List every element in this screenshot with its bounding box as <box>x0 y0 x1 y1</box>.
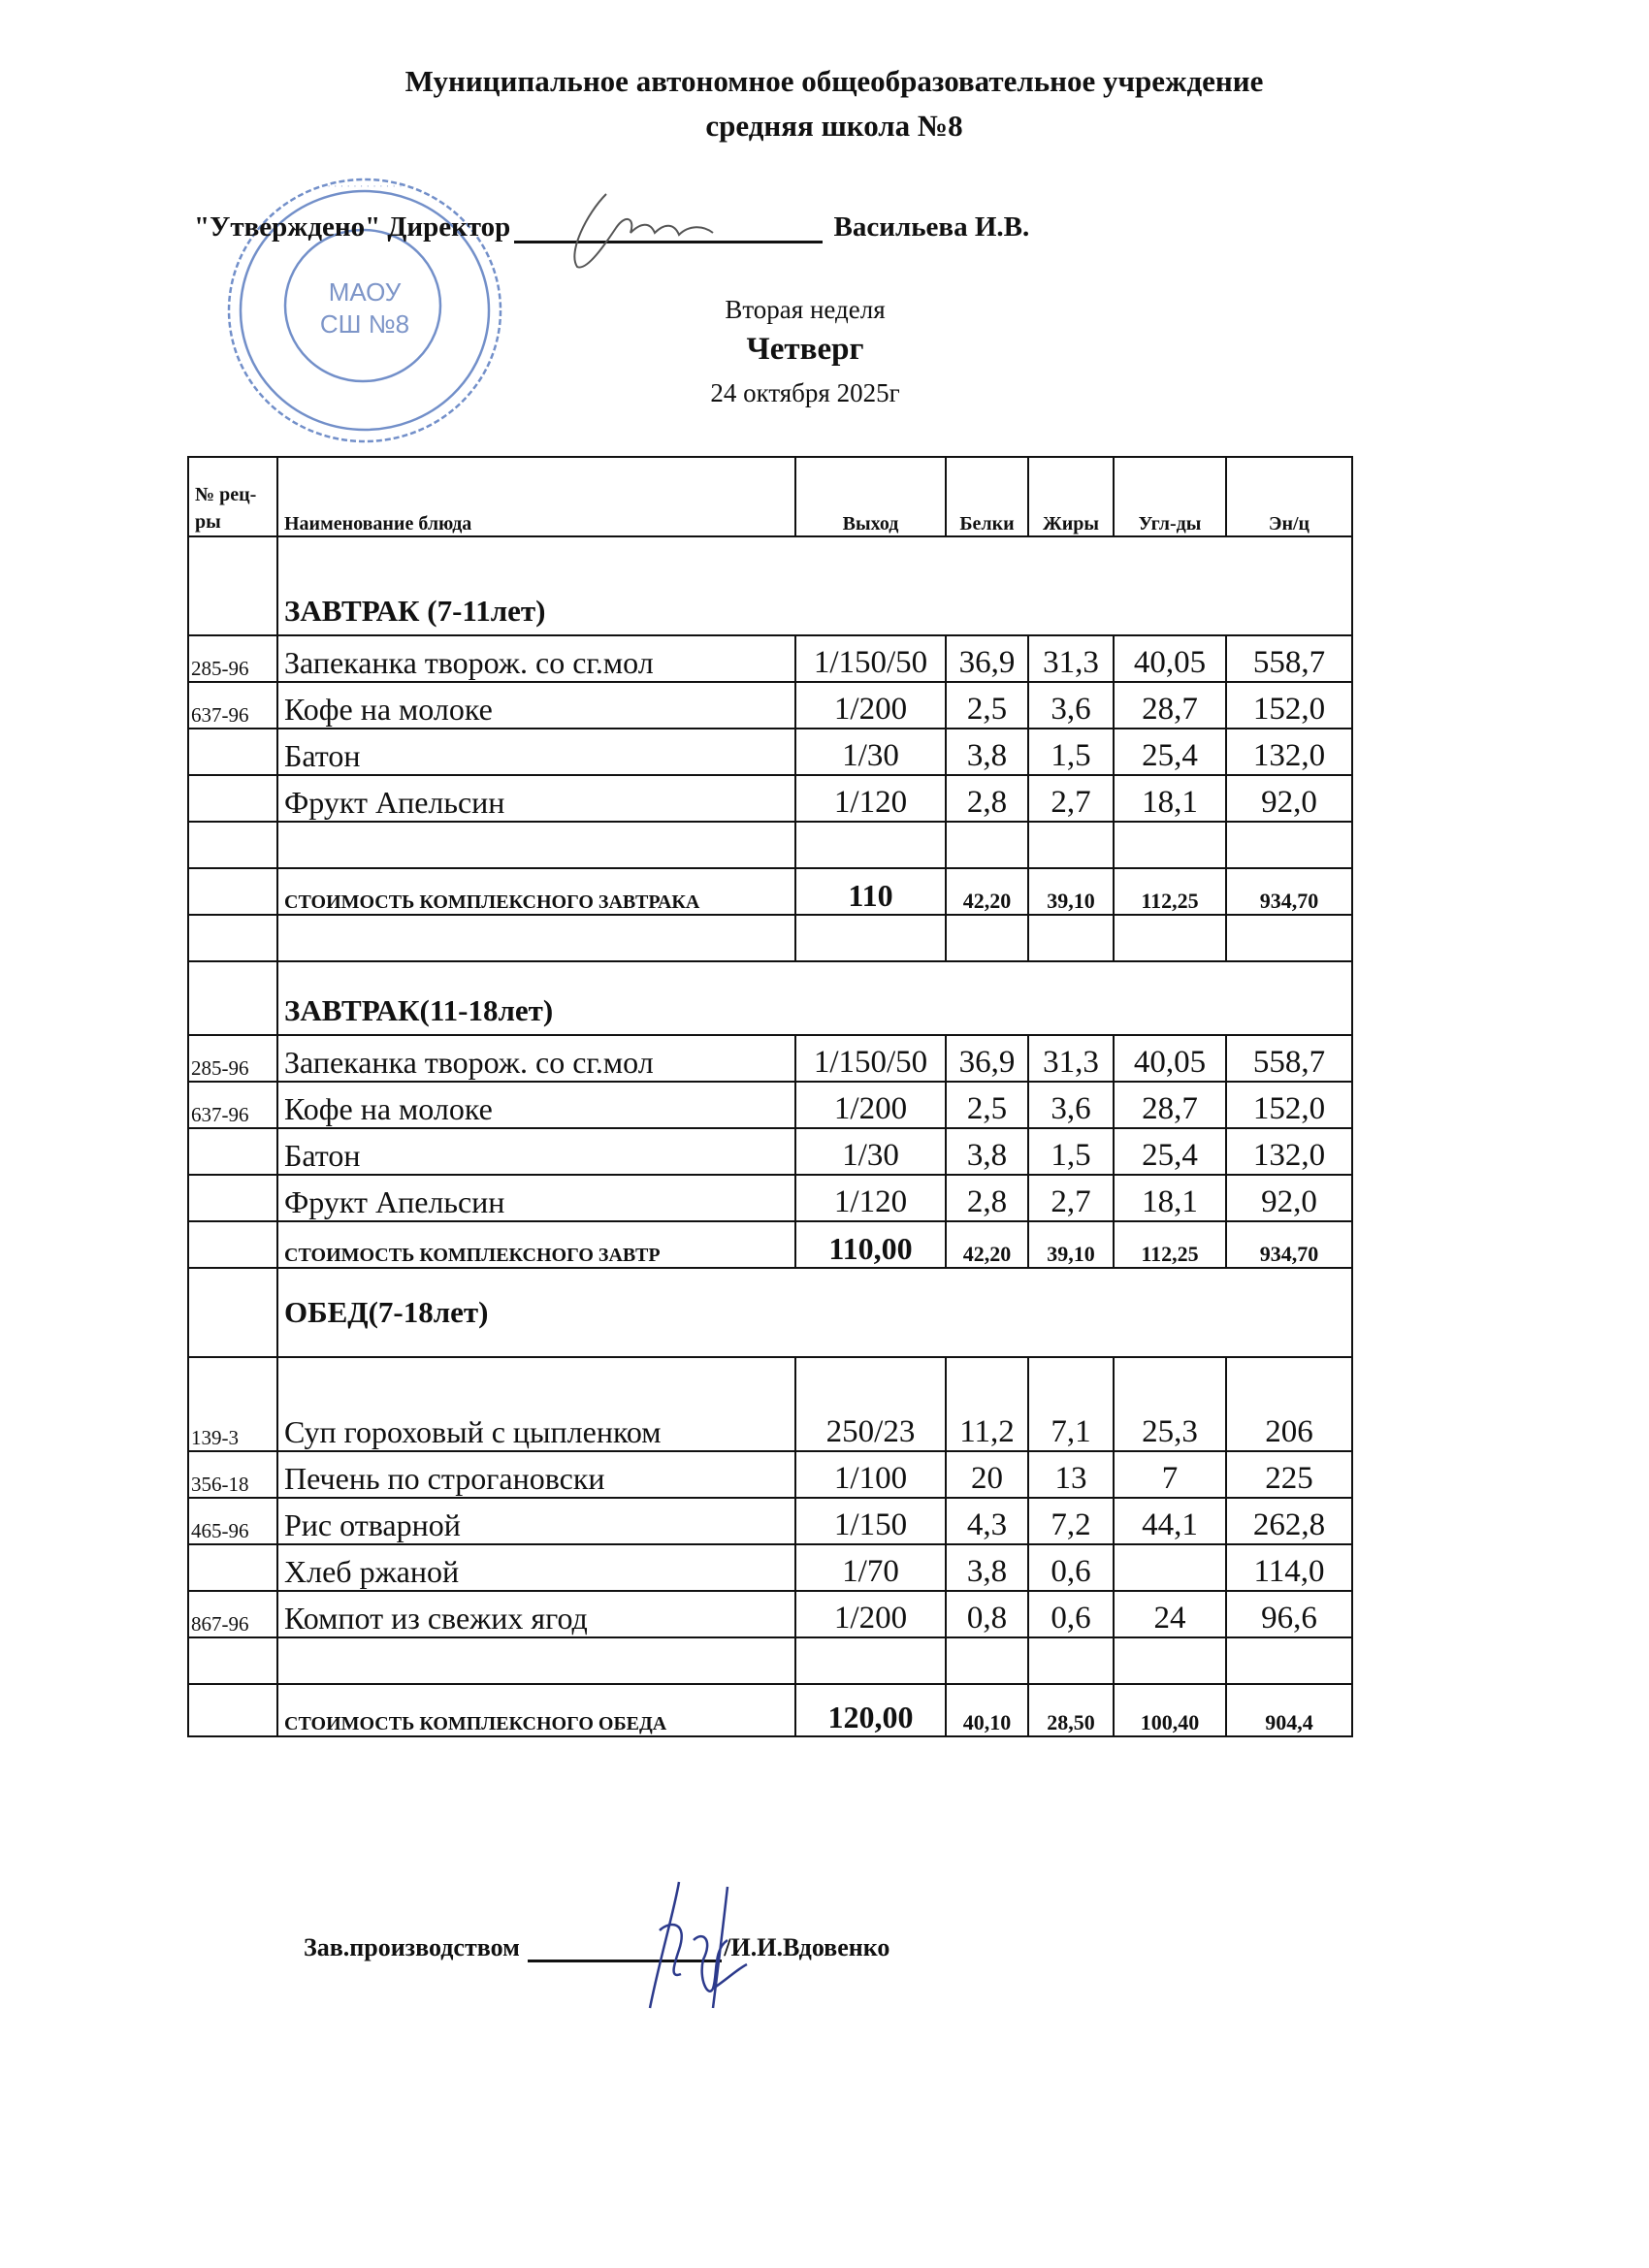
empty-row <box>188 822 1352 868</box>
dish-name: Суп гороховый с цыпленком <box>277 1357 795 1451</box>
fat: 7,2 <box>1028 1498 1114 1544</box>
carbs: 7 <box>1114 1451 1226 1498</box>
carbs: 25,4 <box>1114 729 1226 775</box>
yield: 250/23 <box>795 1357 946 1451</box>
recipe-code <box>188 1544 277 1591</box>
energy: 92,0 <box>1226 775 1352 822</box>
recipe-code: 867-96 <box>188 1591 277 1637</box>
carbs: 40,05 <box>1114 635 1226 682</box>
energy: 114,0 <box>1226 1544 1352 1591</box>
fat: 7,1 <box>1028 1357 1114 1451</box>
col-header-protein: Белки <box>946 457 1028 536</box>
total-price: 110,00 <box>795 1221 946 1268</box>
yield: 1/150 <box>795 1498 946 1544</box>
empty-row <box>188 915 1352 961</box>
protein: 3,8 <box>946 729 1028 775</box>
dish-name: Батон <box>277 1128 795 1175</box>
energy: 132,0 <box>1226 1128 1352 1175</box>
total-row <box>188 1221 1352 1268</box>
col-header-yield: Выход <box>795 457 946 536</box>
energy: 92,0 <box>1226 1175 1352 1221</box>
carbs: 28,7 <box>1114 1082 1226 1128</box>
total-fat: 39,10 <box>1028 1221 1114 1268</box>
table-row <box>188 1498 1352 1544</box>
fat: 31,3 <box>1028 1035 1114 1082</box>
director-name: Васильева И.В. <box>833 211 1030 243</box>
yield: 1/100 <box>795 1451 946 1498</box>
total-carbs: 112,25 <box>1114 1221 1226 1268</box>
dish-name: Фрукт Апельсин <box>277 1175 795 1221</box>
energy: 225 <box>1226 1451 1352 1498</box>
total-label: СТОИМОСТЬ КОМПЛЕКСНОГО ЗАВТРАКА <box>277 868 795 915</box>
fat: 31,3 <box>1028 635 1114 682</box>
fat: 1,5 <box>1028 1128 1114 1175</box>
yield: 1/120 <box>795 775 946 822</box>
carbs: 25,3 <box>1114 1357 1226 1451</box>
total-protein: 42,20 <box>946 868 1028 915</box>
fat: 0,6 <box>1028 1591 1114 1637</box>
col-header-code: № рец-ры <box>188 457 277 536</box>
total-protein: 42,20 <box>946 1221 1028 1268</box>
total-price: 110 <box>795 868 946 915</box>
yield: 1/30 <box>795 729 946 775</box>
footer-label: Зав.производством <box>304 1933 520 1961</box>
approved-label: "Утверждено" Директор <box>194 211 511 243</box>
table-row <box>188 1175 1352 1221</box>
energy: 262,8 <box>1226 1498 1352 1544</box>
recipe-code: 139-3 <box>188 1357 277 1451</box>
col-header-name: Наименование блюда <box>277 457 795 536</box>
energy: 152,0 <box>1226 682 1352 729</box>
protein: 2,5 <box>946 1082 1028 1128</box>
yield: 1/150/50 <box>795 635 946 682</box>
protein: 36,9 <box>946 1035 1028 1082</box>
carbs: 44,1 <box>1114 1498 1226 1544</box>
yield: 1/120 <box>795 1175 946 1221</box>
fat: 3,6 <box>1028 1082 1114 1128</box>
table-header <box>188 457 1352 536</box>
recipe-code <box>188 1175 277 1221</box>
org-title-line1: Муниципальное автономное общеобразовательное учреждение <box>404 64 1264 98</box>
carbs: 40,05 <box>1114 1035 1226 1082</box>
total-carbs: 100,40 <box>1114 1684 1226 1736</box>
table-row <box>188 635 1352 682</box>
dish-name: Кофе на молоке <box>277 1082 795 1128</box>
protein: 2,8 <box>946 1175 1028 1221</box>
fat: 2,7 <box>1028 1175 1114 1221</box>
dish-name: Компот из свежих ягод <box>277 1591 795 1637</box>
recipe-code: 465-96 <box>188 1498 277 1544</box>
carbs: 18,1 <box>1114 775 1226 822</box>
section-row <box>188 961 1352 1035</box>
dish-name: Фрукт Апельсин <box>277 775 795 822</box>
col-header-carbs: Угл-ды <box>1114 457 1226 536</box>
total-row <box>188 868 1352 915</box>
dish-name: Запеканка творож. со сг.мол <box>277 1035 795 1082</box>
total-protein: 40,10 <box>946 1684 1028 1736</box>
fat: 0,6 <box>1028 1544 1114 1591</box>
total-carbs: 112,25 <box>1114 868 1226 915</box>
fat: 2,7 <box>1028 775 1114 822</box>
yield: 1/150/50 <box>795 1035 946 1082</box>
table-row <box>188 775 1352 822</box>
yield: 1/200 <box>795 1082 946 1128</box>
fat: 3,6 <box>1028 682 1114 729</box>
recipe-code: 356-18 <box>188 1451 277 1498</box>
table-row <box>188 1357 1352 1451</box>
director-signature <box>548 184 742 272</box>
carbs: 28,7 <box>1114 682 1226 729</box>
energy: 96,6 <box>1226 1591 1352 1637</box>
total-energy: 934,70 <box>1226 868 1352 915</box>
empty-row <box>188 1637 1352 1684</box>
table-row <box>188 1082 1352 1128</box>
energy: 558,7 <box>1226 635 1352 682</box>
protein: 3,8 <box>946 1544 1028 1591</box>
table-row <box>188 1451 1352 1498</box>
section-title: ЗАВТРАК(11-18лет) <box>277 961 1352 1035</box>
dish-name: Хлеб ржаной <box>277 1544 795 1591</box>
menu-table <box>187 456 1353 1737</box>
week-label: Вторая неделя <box>725 295 886 324</box>
total-label: СТОИМОСТЬ КОМПЛЕКСНОГО ОБЕДА <box>277 1684 795 1736</box>
protein: 2,5 <box>946 682 1028 729</box>
fat: 13 <box>1028 1451 1114 1498</box>
dish-name: Запеканка творож. со сг.мол <box>277 635 795 682</box>
total-fat: 28,50 <box>1028 1684 1114 1736</box>
org-title-line2: средняя школа №8 <box>705 109 963 143</box>
table-row <box>188 729 1352 775</box>
carbs: 25,4 <box>1114 1128 1226 1175</box>
recipe-code <box>188 729 277 775</box>
production-head-signature <box>621 1872 766 2018</box>
recipe-code <box>188 1128 277 1175</box>
section-row <box>188 1268 1352 1357</box>
dish-name: Батон <box>277 729 795 775</box>
section-title: ЗАВТРАК (7-11лет) <box>277 536 1352 635</box>
col-header-fat: Жиры <box>1028 457 1114 536</box>
date-label: 24 октября 2025г <box>710 378 900 407</box>
dish-name: Рис отварной <box>277 1498 795 1544</box>
yield: 1/200 <box>795 1591 946 1637</box>
section-row <box>188 536 1352 635</box>
footer-name: /И.И.Вдовенко <box>724 1933 890 1961</box>
energy: 558,7 <box>1226 1035 1352 1082</box>
total-row <box>188 1684 1352 1736</box>
carbs: 24 <box>1114 1591 1226 1637</box>
footer-signoff <box>304 1933 889 1962</box>
yield: 1/200 <box>795 682 946 729</box>
protein: 2,8 <box>946 775 1028 822</box>
protein: 11,2 <box>946 1357 1028 1451</box>
protein: 0,8 <box>946 1591 1028 1637</box>
carbs <box>1114 1544 1226 1591</box>
total-label: СТОИМОСТЬ КОМПЛЕКСНОГО ЗАВТР <box>277 1221 795 1268</box>
protein: 36,9 <box>946 635 1028 682</box>
stamp-text-2: СШ №8 <box>319 309 410 339</box>
day-label: Четверг <box>746 332 864 367</box>
recipe-code: 637-96 <box>188 682 277 729</box>
total-energy: 934,70 <box>1226 1221 1352 1268</box>
table-row <box>188 1128 1352 1175</box>
recipe-code: 637-96 <box>188 1082 277 1128</box>
energy: 132,0 <box>1226 729 1352 775</box>
yield: 1/70 <box>795 1544 946 1591</box>
recipe-code: 285-96 <box>188 635 277 682</box>
table-row <box>188 1544 1352 1591</box>
protein: 4,3 <box>946 1498 1028 1544</box>
protein: 20 <box>946 1451 1028 1498</box>
total-energy: 904,4 <box>1226 1684 1352 1736</box>
recipe-code <box>188 775 277 822</box>
table-row <box>188 1591 1352 1637</box>
fat: 1,5 <box>1028 729 1114 775</box>
total-price: 120,00 <box>795 1684 946 1736</box>
energy: 206 <box>1226 1357 1352 1451</box>
total-fat: 39,10 <box>1028 868 1114 915</box>
recipe-code: 285-96 <box>188 1035 277 1082</box>
dish-name: Печень по строгановски <box>277 1451 795 1498</box>
dish-name: Кофе на молоке <box>277 682 795 729</box>
svg-text:· · · · · · · · · · · ·: · · · · · · · · · · · · <box>327 180 403 192</box>
stamp-text-1: МАОУ <box>328 277 402 307</box>
table-row <box>188 1035 1352 1082</box>
protein: 3,8 <box>946 1128 1028 1175</box>
col-header-energy: Эн/ц <box>1226 457 1352 536</box>
yield: 1/30 <box>795 1128 946 1175</box>
energy: 152,0 <box>1226 1082 1352 1128</box>
table-row <box>188 682 1352 729</box>
section-title: ОБЕД(7-18лет) <box>277 1268 1352 1357</box>
carbs: 18,1 <box>1114 1175 1226 1221</box>
